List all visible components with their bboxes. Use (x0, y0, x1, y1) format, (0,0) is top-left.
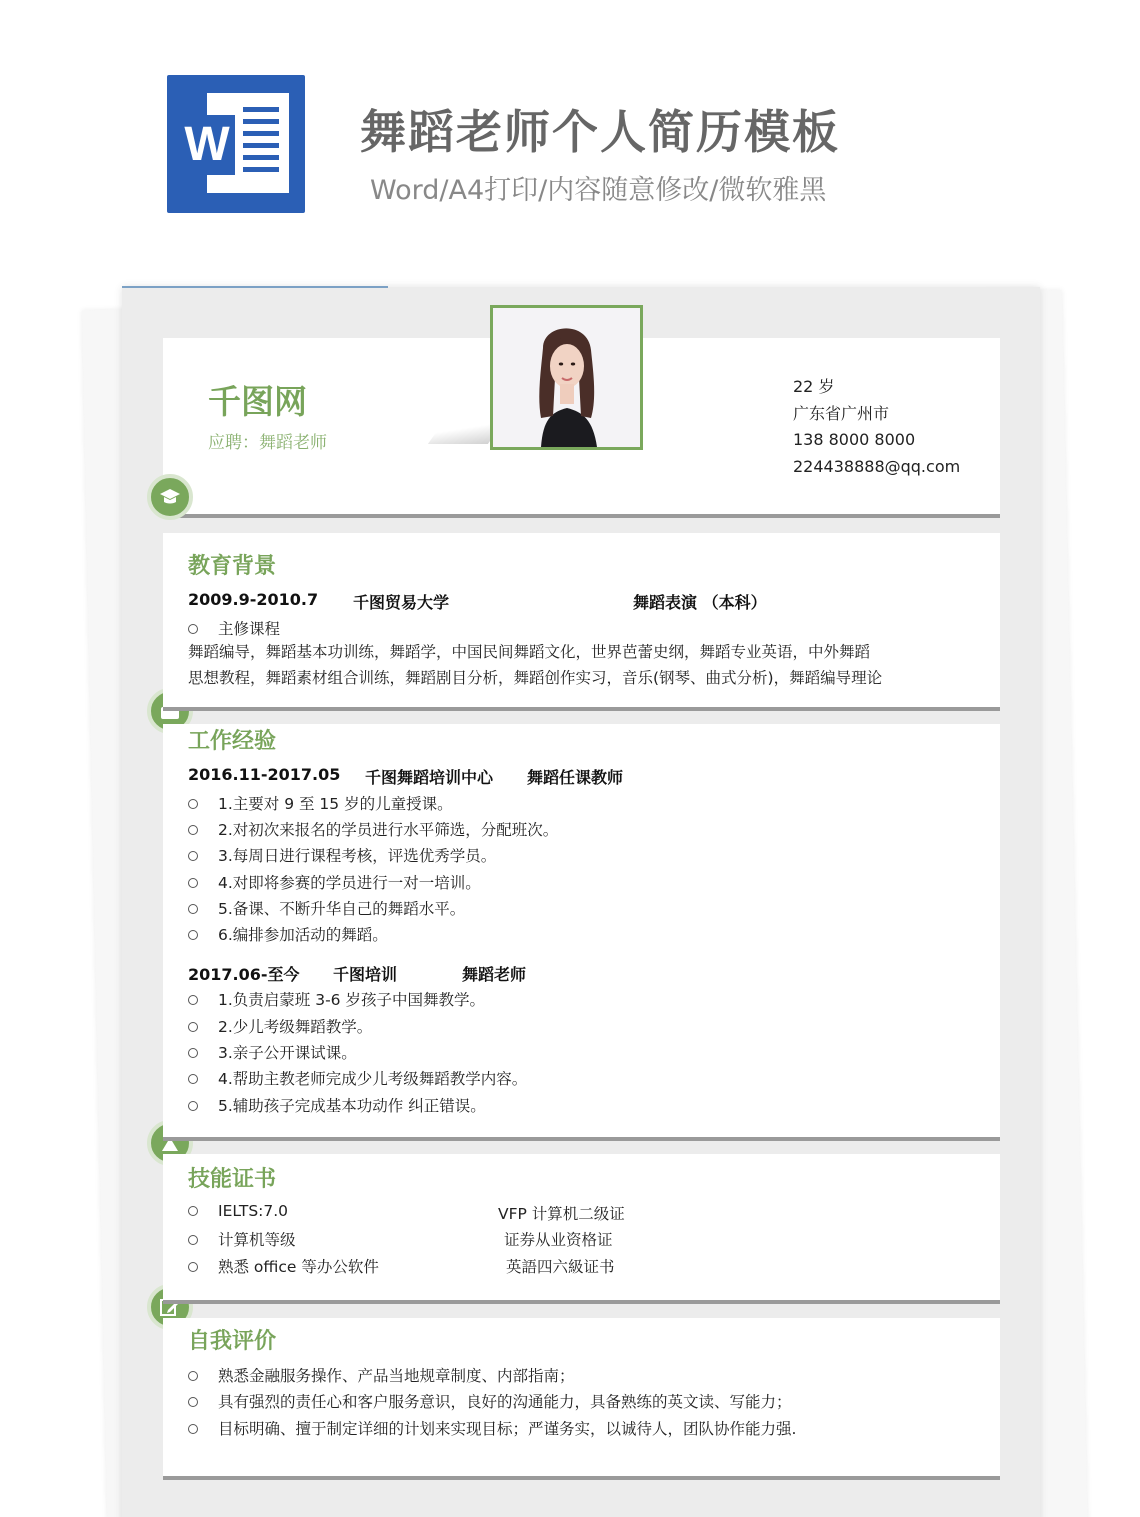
avatar (490, 305, 643, 450)
edu-school: 千图贸易大学 (353, 593, 450, 612)
list-item: IELTS:7.0 (188, 1202, 288, 1220)
skill-item: 证券从业资格证 (504, 1231, 613, 1249)
list-item: 5.辅助孩子完成基本功动作 纠正错误。 (188, 1094, 486, 1116)
list-item: 具有强烈的责任心和客户服务意识，良好的沟通能力，具备熟练的英文读、写能力； (188, 1390, 792, 1412)
phone: 138 8000 8000 (793, 430, 916, 449)
candidate-name: 千图网 (208, 382, 307, 421)
email[interactable]: 224438888@qq.com (793, 456, 961, 476)
job-company: 千图培训 (333, 965, 398, 984)
contact-info (793, 374, 960, 480)
page-title: 舞蹈老师个人简历模板 (360, 105, 840, 159)
skill-item: VFP 计算机二级证 (498, 1205, 625, 1223)
list-item: 1.负责启蒙班 3-6 岁孩子中国舞教学。 (188, 988, 485, 1010)
list-item: 熟悉 office 等办公软件 (188, 1255, 379, 1277)
work-title: 工作经验 (188, 729, 277, 754)
list-item: 5.备课、不断升华自己的舞蹈水平。 (188, 897, 465, 919)
list-item: 6.编排参加活动的舞蹈。 (188, 923, 388, 945)
job-period: 2017.06-至今 (188, 965, 300, 984)
list-item: 3.亲子公开课试课。 (188, 1041, 357, 1063)
skills-title: 技能证书 (188, 1167, 277, 1192)
word-logo-icon (167, 75, 305, 213)
work-section (163, 724, 1000, 1141)
list-item: 2.少儿考级舞蹈教学。 (188, 1015, 372, 1037)
self-title: 自我评价 (188, 1329, 277, 1354)
edu-period: 2009.9-2010.7 (188, 590, 319, 609)
list-item: 1.主要对 9 至 15 岁的儿童授课。 (188, 792, 453, 814)
job-company: 千图舞蹈培训中心 (365, 768, 494, 787)
education-section (163, 533, 1000, 711)
course-list: 舞蹈编导，舞蹈基本功训练，舞蹈学，中国民间舞蹈文化，世界芭蕾史纲，舞蹈专业英语，中外舞蹈 思想教程，舞蹈素材组合训练，舞蹈剧目分析，舞蹈创作实习，音乐(钢琴、曲式分析)，舞蹈编导理论 (188, 643, 883, 687)
edu-major: 舞蹈表演 （本科） (633, 593, 767, 612)
education-title: 教育背景 (188, 554, 277, 579)
list-item: 计算机等级 (188, 1228, 296, 1250)
location: 广东省广州市 (793, 403, 890, 423)
job-role: 舞蹈老师 (462, 965, 527, 984)
list-item: 主修课程 (188, 617, 280, 639)
logo-letter: W (179, 115, 235, 175)
list-item: 4.帮助主教老师完成少儿考级舞蹈教学内容。 (188, 1067, 527, 1089)
self-evaluation-section (163, 1318, 1000, 1480)
age: 22 岁 (793, 377, 835, 396)
skill-item: 英語四六級证书 (506, 1258, 615, 1276)
job-role: 舞蹈任课教师 (527, 768, 624, 787)
list-item: 3.每周日进行课程考核，评选优秀学员。 (188, 844, 496, 866)
graduation-cap-icon (147, 474, 193, 520)
list-item: 2.对初次来报名的学员进行水平筛选，分配班次。 (188, 818, 558, 840)
list-item: 4.对即将参赛的学员进行一对一培训。 (188, 871, 481, 893)
list-item: 熟悉金融服务操作、产品当地规章制度、内部指南； (188, 1364, 575, 1386)
paper-top-accent (122, 286, 388, 288)
list-item: 目标明确、擅于制定详细的计划来实现目标；严谨务实，以诚待人，团队协作能力强. (188, 1417, 796, 1439)
apply-position: 应聘：舞蹈老师 (208, 433, 327, 453)
page-subtitle: Word/A4打印/内容随意修改/微软雅黑 (370, 175, 827, 206)
job-period: 2016.11-2017.05 (188, 765, 341, 784)
portrait-illustration (493, 308, 640, 447)
skills-section (163, 1154, 1000, 1304)
